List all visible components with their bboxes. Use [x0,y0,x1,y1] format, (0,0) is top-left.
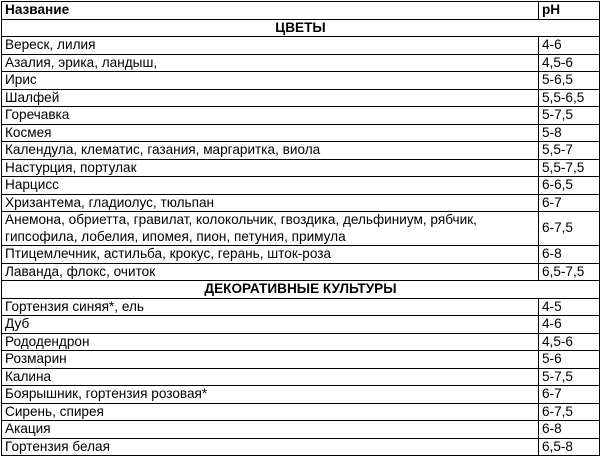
plant-name: Калина [2,368,539,386]
ph-value: 6,5-7,5 [539,263,600,281]
section-row [2,281,600,299]
ph-value: 5-7,5 [539,368,600,386]
table-row [2,438,600,456]
ph-value: 6-7,5 [539,403,600,421]
plant-name: Акация [2,421,539,439]
plant-name: Дуб [2,316,539,334]
plant-name: Настурция, портулак [2,159,539,177]
ph-table [1,1,600,456]
plant-name: Лаванда, флокс, очиток [2,263,539,281]
plant-name: Птицемлечник, астильба, крокус, герань, шток-роза [2,246,539,264]
header-row [2,2,600,20]
ph-value: 6-7 [539,194,600,212]
section-title: ЦВЕТЫ [2,19,600,37]
plant-name: Азалия, эрика, ландыш, [2,54,539,72]
ph-value: 5-8 [539,124,600,142]
ph-value: 4-5 [539,298,600,316]
table-row [2,212,600,246]
table-row [2,124,600,142]
ph-value: 4,5-6 [539,54,600,72]
header-name: Название [2,2,539,20]
table-row [2,194,600,212]
ph-value: 6,5-8 [539,438,600,456]
ph-value: 5-6 [539,351,600,369]
table-row [2,298,600,316]
table-row [2,316,600,334]
plant-name: Рододендрон [2,333,539,351]
table-row [2,403,600,421]
plant-name: Вереск, лилия [2,37,539,55]
plant-name: Розмарин [2,351,539,369]
plant-name: Боярышник, гортензия розовая* [2,386,539,404]
table-row [2,72,600,90]
plant-name: Космея [2,124,539,142]
section-row [2,19,600,37]
header-ph: pH [539,2,600,20]
ph-value: 6-7 [539,386,600,404]
table-row [2,421,600,439]
ph-value: 4-6 [539,316,600,334]
ph-value: 5,5-7,5 [539,159,600,177]
table-row [2,368,600,386]
ph-value: 5-6,5 [539,72,600,90]
table-row [2,177,600,195]
ph-value: 5-7,5 [539,107,600,125]
ph-value: 6-6,5 [539,177,600,195]
table-row [2,107,600,125]
plant-name: Ирис [2,72,539,90]
table-row [2,386,600,404]
ph-value: 4-6 [539,37,600,55]
plant-name: Сирень, спирея [2,403,539,421]
plant-name: Гортензия синяя*, ель [2,298,539,316]
ph-value: 5,5-6,5 [539,89,600,107]
table-row [2,159,600,177]
plant-name: Хризантема, гладиолус, тюльпан [2,194,539,212]
ph-value: 4,5-6 [539,333,600,351]
ph-value: 5,5-7 [539,142,600,160]
table-row [2,54,600,72]
table-row [2,246,600,264]
plant-name: Шалфей [2,89,539,107]
ph-value: 6-8 [539,246,600,264]
table-row [2,351,600,369]
section-title: ДЕКОРАТИВНЫЕ КУЛЬТУРЫ [2,281,600,299]
table-row [2,333,600,351]
table-row [2,37,600,55]
ph-value: 6-7,5 [539,212,600,246]
plant-name: Календула, клематис, газания, маргаритка, виола [2,142,539,160]
plant-name: Горечавка [2,107,539,125]
ph-value: 6-8 [539,421,600,439]
plant-name: Гортензия белая [2,438,539,456]
plant-name: Нарцисс [2,177,539,195]
plant-name: Анемона, обриетта, гравилат, колокольчик, гвоздика, дельфиниум, рябчик, гипсофила, лобелия, ипомея, пион, петуния, примула [2,212,539,246]
table-row [2,263,600,281]
table-row [2,89,600,107]
table-row [2,142,600,160]
